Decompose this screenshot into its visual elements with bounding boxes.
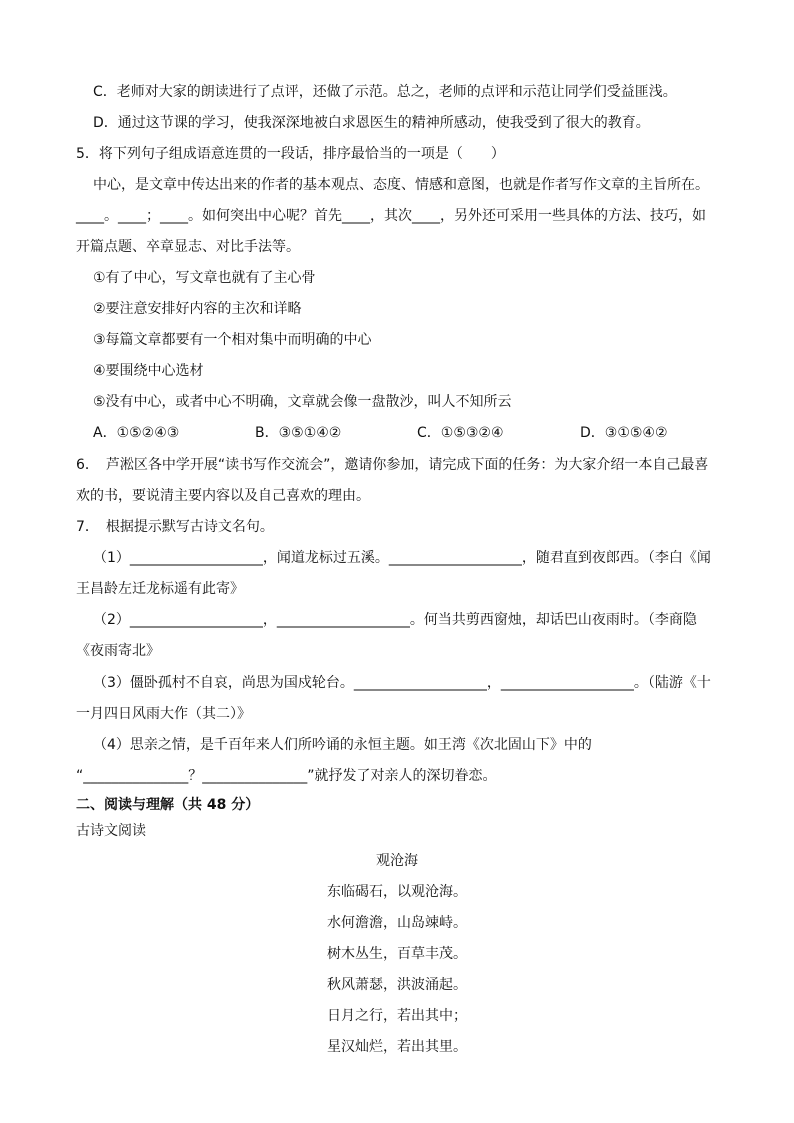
- q5-item: ⑤没有中心，或者中心不明确，文章就会像一盘散沙，叫人不知所云: [93, 394, 512, 410]
- q5-item: ①有了中心，写文章也就有了主心骨: [93, 270, 316, 286]
- q5-option-d: D．③①⑤④②: [580, 425, 668, 441]
- q7-sub2-line1: （2）___________________，___________________。何当共剪西窗烛，却话巴山夜雨时。（李商隐: [93, 612, 697, 628]
- poem-line: 日月之行，若出其中；: [327, 1008, 467, 1024]
- section-heading: 二、阅读与理解（共 48 分）: [76, 797, 260, 813]
- poem-line: 水何澹澹，山岛竦峙。: [327, 915, 467, 931]
- q7-sub3-line2: 一月四日风雨大作（其二）》: [76, 706, 251, 722]
- q5-option-b: B．③⑤①④②: [255, 425, 342, 441]
- q6-line1: 6． 芦淞区各中学开展“读书写作交流会”，邀请你参加，请完成下面的任务：为大家介绍一本自己最喜: [76, 457, 709, 473]
- poem-line: 秋风萧瑟，洪波涌起。: [327, 977, 467, 993]
- q7-sub4-line1: （4）思亲之情，是千百年来人们所吟诵的永恒主题。如王湾《次北固山下》中的: [93, 737, 592, 753]
- q7-sub1-line2: 王昌龄左迁龙标遥有此寄》: [76, 581, 244, 597]
- q5-paragraph-line2: ____。____；____。如何突出中心呢？首先____，其次____，另外还可采用一些具体的方法、技巧，如: [76, 208, 706, 224]
- q7-sub4-line2: “_______________？_______________”就抒发了对亲人的深切眷恋。: [76, 768, 497, 784]
- q5-option-a: A．①⑤②④③: [93, 425, 180, 441]
- q5-item: ④要围绕中心选材: [93, 363, 204, 379]
- q7-sub3-line1: （3）僵卧孤村不自哀，尚思为国戍轮台。___________________，___________________。（陆游《十: [93, 675, 711, 691]
- q7-stem: 7． 根据提示默写古诗文名句。: [76, 519, 274, 535]
- q5-item: ③每篇文章都要有一个相对集中而明确的中心: [93, 332, 372, 348]
- poem-line: 东临碣石，以观沧海。: [327, 884, 467, 900]
- poem-line: 星汉灿烂，若出其里。: [327, 1039, 467, 1055]
- q7-sub1-line1: （1）___________________，闻道龙标过五溪。___________________，随君直到夜郎西。（李白《闻: [93, 550, 711, 566]
- q5-item: ②要注意安排好内容的主次和详略: [93, 301, 302, 317]
- poem-title: 观沧海: [376, 853, 418, 869]
- q5-option-c: C．①⑤③②④: [417, 425, 504, 441]
- q6-line2: 欢的书，要说清主要内容以及自己喜欢的理由。: [76, 488, 370, 504]
- q5-paragraph-line1: 中心，是文章中传达出来的作者的基本观点、态度、情感和意图，也就是作者写作文章的主旨所在。: [93, 177, 709, 193]
- q4-option-d: D．通过这节课的学习，使我深深地被白求恩医生的精神所感动，使我受到了很大的教育。: [93, 115, 650, 131]
- q7-sub2-line2: 《夜雨寄北》: [76, 643, 160, 659]
- q5-paragraph-line3: 开篇点题、卒章显志、对比手法等。: [76, 239, 300, 255]
- q4-option-c: C．老师对大家的朗读进行了点评，还做了示范。总之，老师的点评和示范让同学们受益匪浅。: [93, 84, 677, 100]
- section-subheading: 古诗文阅读: [76, 823, 146, 839]
- poem-line: 树木丛生，百草丰茂。: [327, 946, 467, 962]
- q5-stem: 5．将下列句子组成语意连贯的一段话，排序最恰当的一项是（ ）: [76, 146, 505, 162]
